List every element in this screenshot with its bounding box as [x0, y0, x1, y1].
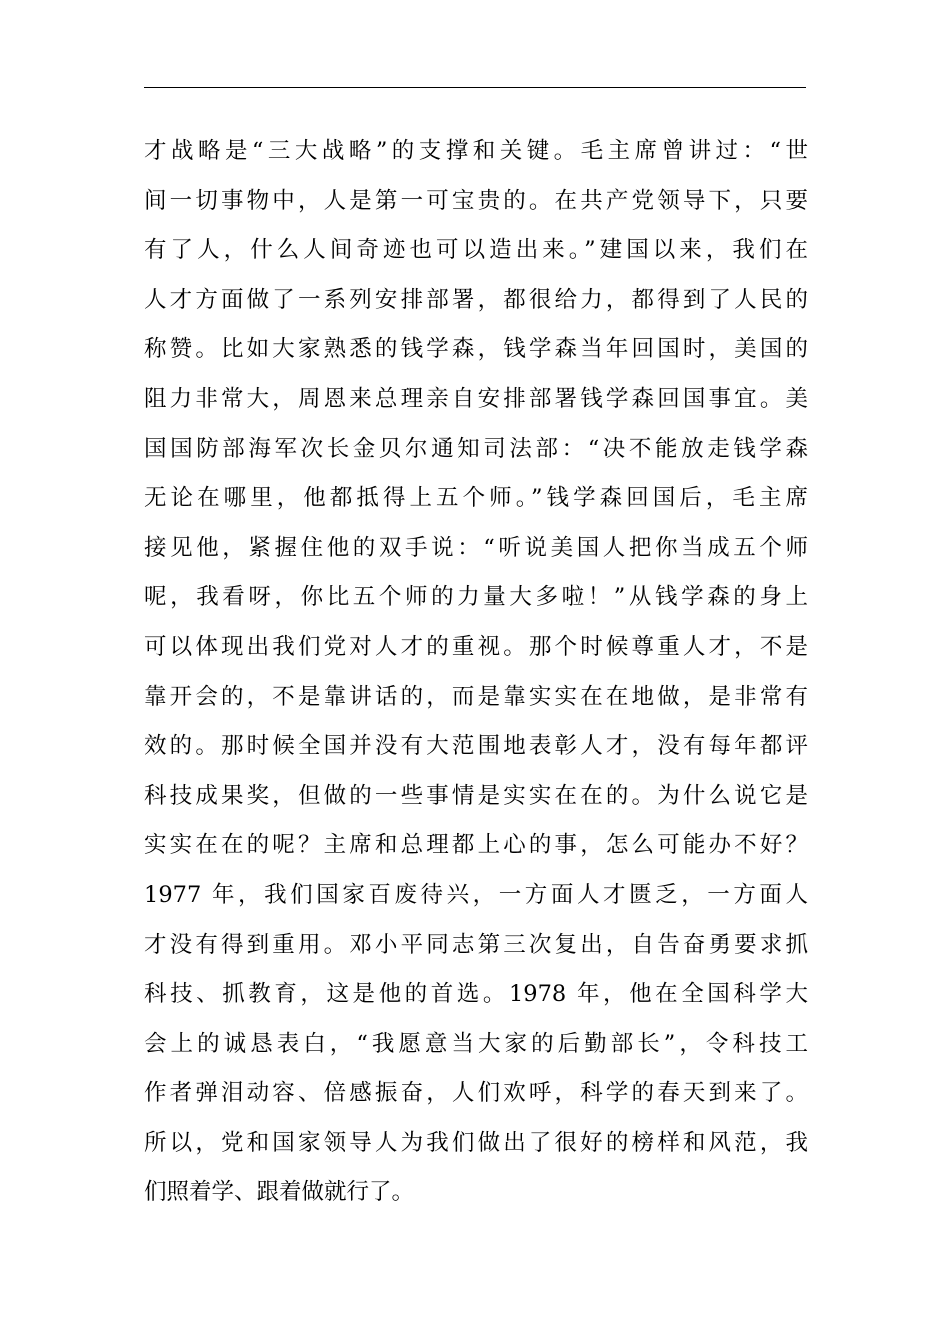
text-line: 有了人，什么人间奇迹也可以造出来。”建国以来，我们在 [144, 237, 808, 264]
text-line: 靠开会的，不是靠讲话的，而是靠实实在在地做，是非常有 [144, 683, 808, 710]
text-line: 作者弹泪动容、倍感振奋，人们欢呼，科学的春天到来了。 [144, 1080, 808, 1107]
text-line: 效的。那时候全国并没有大范围地表彰人才，没有每年都评 [144, 733, 808, 760]
text-line: 人才方面做了一系列安排部署，都很给力，都得到了人民的 [144, 286, 808, 313]
text-line: 科技成果奖，但做的一些事情是实实在在的。为什么说它是 [144, 782, 808, 809]
text-line: 可以体现出我们党对人才的重视。那个时候尊重人才，不是 [144, 633, 808, 660]
text-line: 无论在哪里，他都抵得上五个师。”钱学森回国后，毛主席 [144, 485, 808, 512]
text-line: 称赞。比如大家熟悉的钱学森，钱学森当年回国时，美国的 [144, 336, 808, 363]
text-line: 呢，我看呀，你比五个师的力量大多啦！”从钱学森的身上 [144, 584, 808, 611]
text-line: 接见他，紧握住他的双手说：“听说美国人把你当成五个师 [144, 534, 808, 561]
text-line: 才没有得到重用。邓小平同志第三次复出，自告奋勇要求抓 [144, 931, 808, 958]
text-line: 阻力非常大，周恩来总理亲自安排部署钱学森回国事宜。美 [144, 385, 808, 412]
text-line: 国国防部海军次长金贝尔通知司法部：“决不能放走钱学森 [144, 435, 808, 462]
text-line: 科技、抓教育，这是他的首选。1978 年，他在全国科学大 [144, 981, 808, 1008]
text-line: 会上的诚恳表白，“我愿意当大家的后勤部长”，令科技工 [144, 1030, 808, 1057]
text-line: 们照着学、跟着做就行了。 [144, 1179, 415, 1206]
text-line: 间一切事物中，人是第一可宝贵的。在共产党领导下，只要 [144, 187, 808, 214]
body-paragraph [144, 127, 808, 1218]
text-line: 所以，党和国家领导人为我们做出了很好的榜样和风范，我 [144, 1129, 808, 1156]
text-line: 1977 年，我们国家百废待兴，一方面人才匮乏，一方面人 [144, 881, 808, 908]
text-line: 实实在在的呢？主席和总理都上心的事，怎么可能办不好？ [144, 832, 808, 859]
header-rule [144, 87, 806, 88]
text-line: 才战略是“三大战略”的支撑和关键。毛主席曾讲过：“世 [144, 138, 808, 164]
